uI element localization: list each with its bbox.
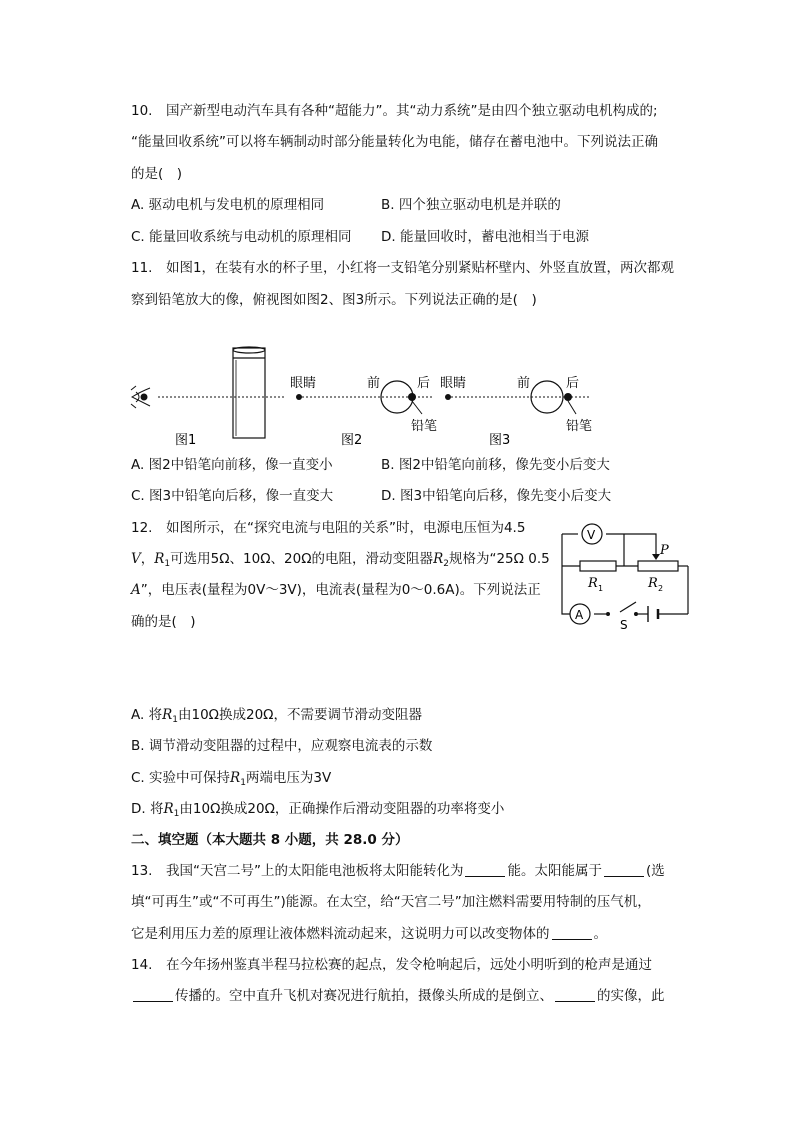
fig3-caption: 图3 <box>489 433 511 448</box>
q13-line2: 填“可再生”或“不可再生”)能源。在太空，给“天宫二号”加注燃料需要用特制的压气机， <box>131 894 651 910</box>
q12-option-c-text: 两端电压为3V <box>245 770 332 786</box>
q14-line2-a: 传播的。空中直升飞机对赛况进行航拍，摄像头所成的是倒立、 <box>175 988 553 1004</box>
ammeter-label: A <box>575 608 584 622</box>
r1-subscript: 1 <box>240 778 246 788</box>
fig3-eye-point <box>445 394 451 400</box>
q13-line1 <box>131 861 665 881</box>
fig2-eye-label: 眼睛 <box>290 376 317 391</box>
voltmeter-label: V <box>587 528 596 542</box>
q11-option-d: D. 图3中铅笔向后移，像先变小后变大 <box>381 488 612 504</box>
q11-line1: 11. 如图1，在装有水的杯子里，小红将一支铅笔分别紧贴杯壁内、外竖直放置，两次都观 <box>131 260 675 276</box>
fig3-eye-label: 眼睛 <box>440 376 467 391</box>
r1-subscript: 1 <box>172 715 178 725</box>
r1-label: R <box>588 576 598 591</box>
q11-option-a: A. 图2中铅笔向前移，像一直变小 <box>131 457 333 473</box>
unit-v: V <box>131 551 141 567</box>
r1-subscript: 1 <box>173 809 180 819</box>
r2-symbol: R <box>433 551 444 567</box>
r1-subscript: 1 <box>164 559 171 569</box>
fig3-front-label: 前 <box>517 376 531 391</box>
pencil-cup-figure <box>0 340 794 460</box>
r2-label: R <box>648 576 658 591</box>
q11-line2: 察到铅笔放大的像，俯视图如图2、图3所示。下列说法正确的是( ) <box>131 292 537 308</box>
q12-line4: 确的是( ) <box>131 614 196 630</box>
r1-symbol: R <box>154 551 165 567</box>
fig3-pencil-label: 铅笔 <box>566 419 593 434</box>
q10-line3: 的是( ) <box>131 166 183 182</box>
q12-line3-text: ”，电压表(量程为0V～3V)，电流表(量程为0～0.6A)。下列说法正 <box>140 582 541 598</box>
q12-option-b: B. 调节滑动变阻器的过程中，应观察电流表的示数 <box>131 738 433 754</box>
q12-option-d-text: 由10Ω换成20Ω，正确操作后滑动变阻器的功率将变小 <box>179 801 505 817</box>
q13-line3-b: 。 <box>593 926 607 942</box>
q12-line3 <box>131 580 541 600</box>
q10-option-a: A. 驱动电机与发电机的原理相同 <box>131 197 325 213</box>
q11-option-c: C. 图3中铅笔向后移，像一直变大 <box>131 488 334 504</box>
q10-line1: 10. 国产新型电动汽车具有各种“超能力”。其“动力系统”是由四个独立驱动电机构成的; <box>131 103 658 119</box>
fig2-front-label: 前 <box>367 376 381 391</box>
q12-option-c <box>131 768 331 793</box>
r2-label-sub: 2 <box>658 584 664 593</box>
answer-blank[interactable] <box>465 862 505 877</box>
fig3-back-label: 后 <box>566 376 580 391</box>
r1-label-sub: 1 <box>598 584 604 593</box>
q13-line1-b: 能。太阳能属于 <box>507 863 602 879</box>
eye-icon <box>131 386 150 408</box>
r2-subscript: 2 <box>443 559 449 569</box>
fig2-pencil-dot <box>408 393 416 401</box>
q12-option-a-text: 由10Ω换成20Ω，不需要调节滑动变阻器 <box>178 707 422 723</box>
q12-line1: 12. 如图所示，在“探究电流与电阻的关系”时，电源电压恒为4.5 <box>131 520 526 536</box>
q13-line1-c: (选 <box>645 863 665 879</box>
q12-line2-spec: 规格为“25Ω 0.5 <box>448 551 550 567</box>
water-cup <box>233 347 265 438</box>
unit-a: A <box>131 582 141 598</box>
q12-option-a-prefix: A. 将 <box>131 707 163 723</box>
answer-blank[interactable] <box>555 987 595 1002</box>
q12-option-c-prefix: C. 实验中可保持 <box>131 770 231 786</box>
q11-option-b: B. 图2中铅笔向前移，像先变小后变大 <box>381 457 610 473</box>
q13-line3 <box>131 924 607 944</box>
q12-comma: ， <box>140 551 155 567</box>
slider-p-label: P <box>660 543 669 558</box>
fig2-eye-point <box>296 394 302 400</box>
circuit-diagram <box>548 518 698 633</box>
q12-option-d-prefix: D. 将 <box>131 801 164 817</box>
q14-line2-b: 的实像，此 <box>597 988 665 1004</box>
answer-blank[interactable] <box>133 987 173 1002</box>
switch-label: S <box>620 618 628 632</box>
q10-option-c: C. 能量回收系统与电动机的原理相同 <box>131 229 352 245</box>
q14-line2 <box>131 986 665 1006</box>
fig3-pencil-dot <box>564 393 572 401</box>
fig1-caption: 图1 <box>175 433 197 448</box>
q12-option-d <box>131 799 504 824</box>
q14-line1: 14. 在今年扬州鉴真半程马拉松赛的起点，发令枪响起后，远处小明听到的枪声是通过 <box>131 957 652 973</box>
section-heading: 二、填空题（本大题共 8 小题，共 28.0 分） <box>131 832 409 848</box>
q12-line2 <box>131 549 550 574</box>
r1-symbol: R <box>230 770 241 786</box>
r1-symbol: R <box>162 707 173 723</box>
fig2-back-label: 后 <box>417 376 431 391</box>
q10-option-d: D. 能量回收时，蓄电池相当于电源 <box>381 229 589 245</box>
q13-line3-a: 它是利用压力差的原理让液体燃料流动起来，这说明力可以改变物体的 <box>131 926 550 942</box>
q10-option-b: B. 四个独立驱动电机是并联的 <box>381 197 561 213</box>
q12-option-a <box>131 705 422 730</box>
answer-blank[interactable] <box>604 862 644 877</box>
q10-line2: “能量回收系统”可以将车辆制动时部分能量转化为电能，储存在蓄电池中。下列说法正确 <box>131 134 658 150</box>
r1-symbol: R <box>163 801 174 817</box>
fig2-caption: 图2 <box>341 433 363 448</box>
answer-blank[interactable] <box>552 925 592 940</box>
q12-line2-text: 可选用5Ω、10Ω、20Ω的电阻，滑动变阻器 <box>170 551 434 567</box>
fig2-pencil-label: 铅笔 <box>411 419 438 434</box>
q13-line1-a: 13. 我国“天宫二号”上的太阳能电池板将太阳能转化为 <box>131 863 464 879</box>
